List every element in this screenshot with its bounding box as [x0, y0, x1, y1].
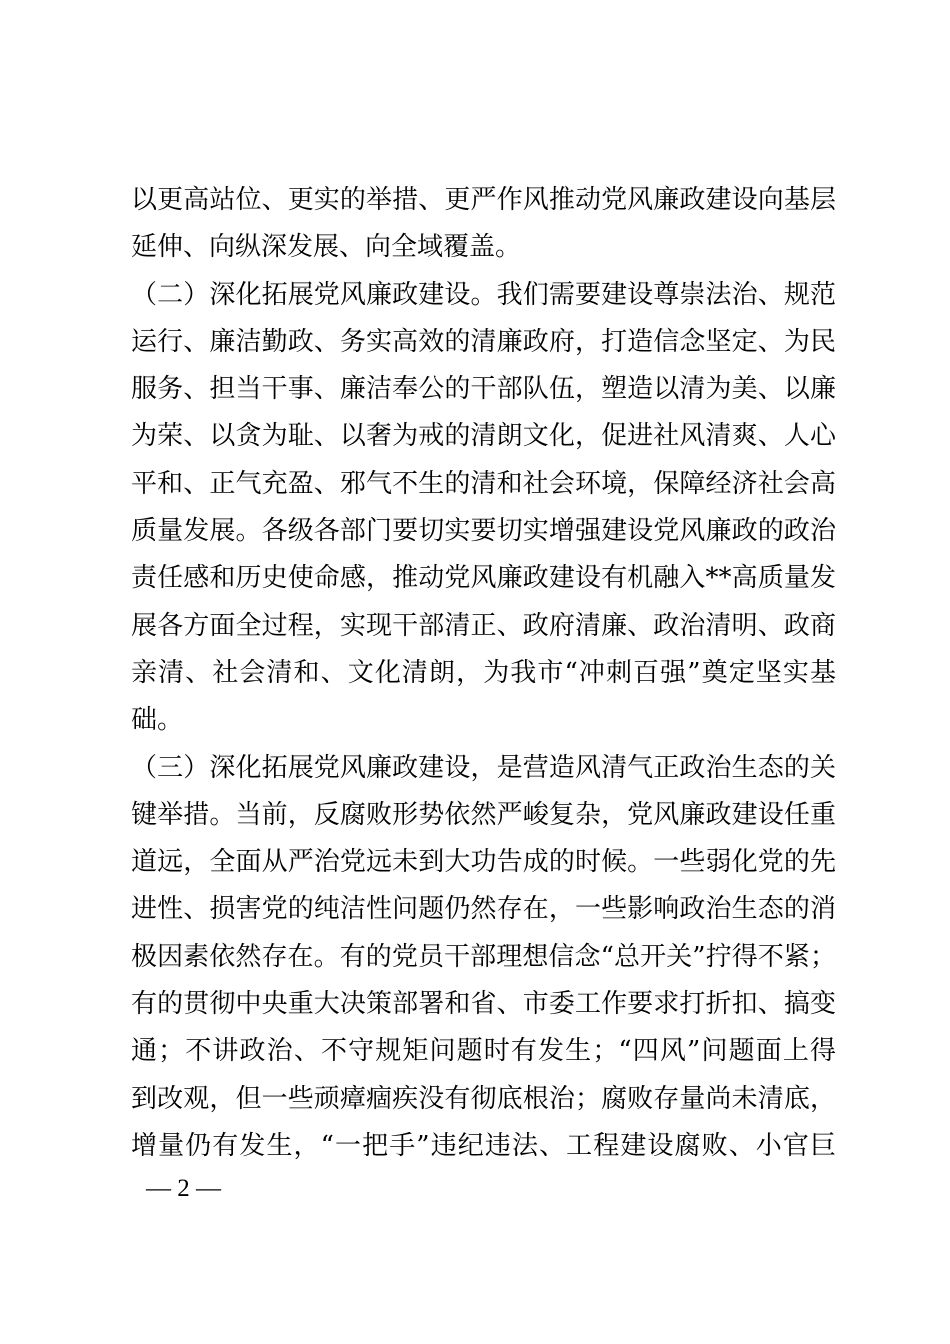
- body-text: [131, 177, 836, 1170]
- section-heading-line: （三）深化拓展党风廉政建设，是营造风清气正政治生态的关: [131, 752, 836, 783]
- text-line: 展各方面全过程，实现干部清正、政府清廉、政治清明、政商: [131, 610, 836, 641]
- text-line: 亲清、社会清和、文化清朗，为我市“冲刺百强”奠定坚实基: [131, 657, 836, 688]
- page-number: — 2 —: [146, 1175, 221, 1202]
- text-line: 极因素依然存在。有的党员干部理想信念“总开关”拧得不紧；: [131, 941, 836, 972]
- text-line: 责任感和历史使命感，推动党风廉政建设有机融入**高质量发: [131, 563, 836, 594]
- text-line: 延伸、向纵深发展、向全域覆盖。: [131, 232, 522, 263]
- text-line: 以更高站位、更实的举措、更严作风推动党风廉政建设向基层: [131, 185, 836, 215]
- text-line: 道远，全面从严治党远未到大功告成的时候。一些弱化党的先: [131, 847, 836, 878]
- text-line: 通；不讲政治、不守规矩问题时有发生；“四风”问题面上得: [131, 1036, 836, 1067]
- text-line: 为荣、以贪为耻、以奢为戒的清朗文化，促进社风清爽、人心: [131, 421, 836, 452]
- text-line: 服务、担当干事、廉洁奉公的干部队伍，塑造以清为美、以廉: [131, 374, 836, 405]
- section-heading-line: （二）深化拓展党风廉政建设。我们需要建设尊崇法治、规范: [131, 279, 836, 310]
- text-line: 增量仍有发生，“一把手”违纪违法、工程建设腐败、小官巨: [131, 1130, 836, 1161]
- text-line: 础。: [131, 705, 184, 736]
- text-line: 进性、损害党的纯洁性问题仍然存在，一些影响政治生态的消: [131, 894, 836, 925]
- text-line: 有的贯彻中央重大决策部署和省、市委工作要求打折扣、搞变: [131, 989, 836, 1020]
- text-line: 平和、正气充盈、邪气不生的清和社会环境，保障经济社会高: [131, 468, 836, 499]
- text-line: 质量发展。各级各部门要切实要切实增强建设党风廉政的政治: [131, 516, 836, 547]
- text-line: 运行、廉洁勤政、务实高效的清廉政府，打造信念坚定、为民: [131, 326, 836, 357]
- text-line: 到改观，但一些顽瘴痼疾没有彻底根治；腐败存量尚未清底，: [131, 1083, 836, 1114]
- text-line: 键举措。当前，反腐败形势依然严峻复杂，党风廉政建设任重: [131, 799, 836, 830]
